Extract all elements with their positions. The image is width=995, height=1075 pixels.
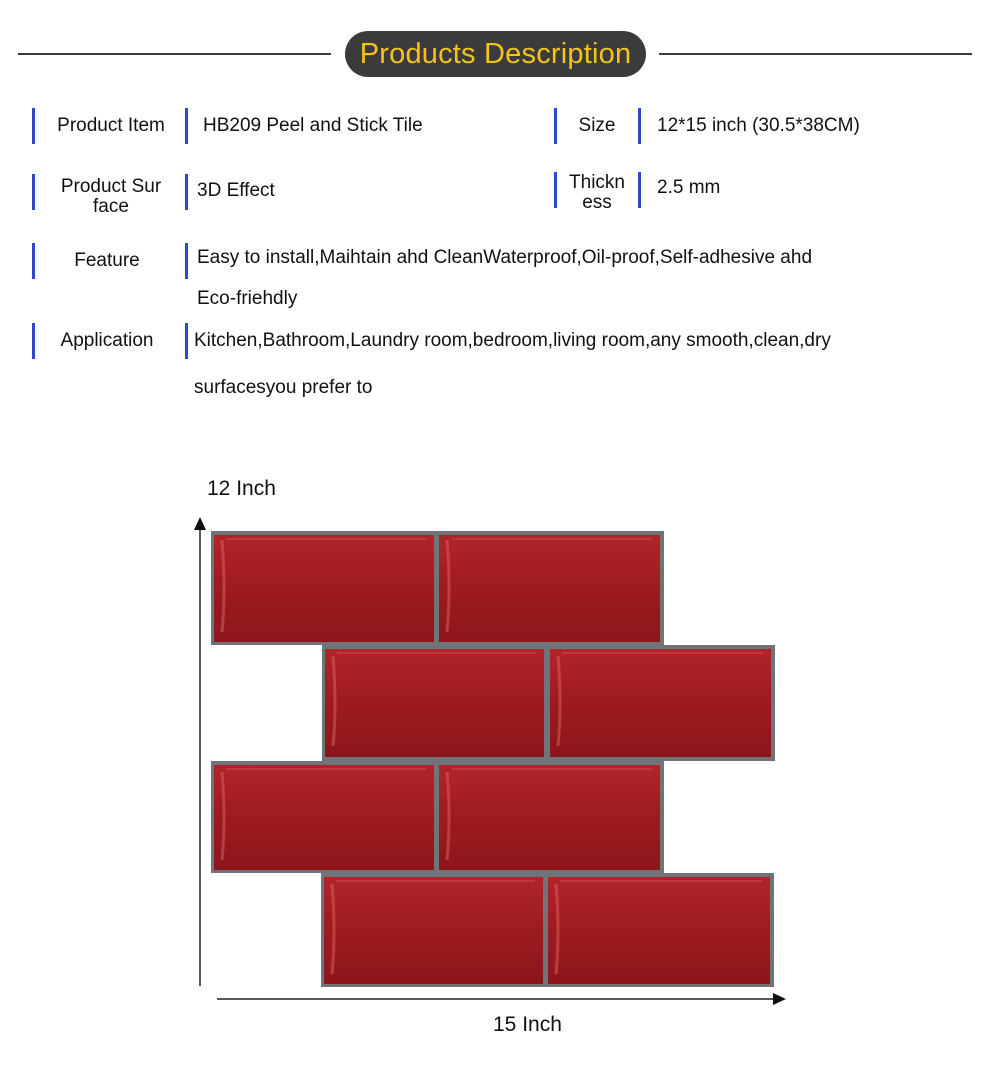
thickness-label-line2: ess [582, 192, 612, 213]
tile-brick [439, 765, 660, 870]
width-dimension-label: 15 Inch [493, 1013, 562, 1036]
feature-value-line2: Eco-friehdly [197, 288, 298, 309]
height-arrowhead [194, 517, 206, 530]
feature-value-line1: Easy to install,Maihtain ahd CleanWaterproof,Oil-proof,Self-adhesive ahd [197, 247, 813, 268]
product-surface-value: 3D Effect [197, 180, 275, 201]
tile-brick [550, 649, 771, 757]
product-surface-label-line1: Product Sur [60, 176, 162, 197]
tile-brick [214, 765, 434, 870]
thickness-value: 2.5 mm [657, 177, 721, 198]
section-title: Products Description [359, 37, 632, 70]
application-value-line1: Kitchen,Bathroom,Laundry room,bedroom,living room,any smooth,clean,dry [194, 330, 831, 351]
tile-brick [324, 877, 543, 984]
tile-brick [325, 649, 544, 757]
application-label: Application [60, 330, 154, 351]
feature-label: Feature [74, 250, 140, 271]
tile-brick [548, 877, 770, 984]
thickness-label-line1: Thickn [569, 172, 625, 193]
size-value: 12*15 inch (30.5*38CM) [657, 115, 860, 136]
size-label: Size [578, 115, 616, 136]
application-value-line2: surfacesyou prefer to [194, 377, 373, 398]
width-arrowhead [773, 993, 786, 1005]
height-dimension-label: 12 Inch [207, 477, 276, 500]
product-surface-label-line2: face [93, 196, 129, 217]
product-item-value: HB209 Peel and Stick Tile [203, 115, 423, 136]
product-item-label: Product Item [57, 115, 165, 136]
tile-brick [214, 535, 434, 642]
tile-brick [439, 535, 660, 642]
